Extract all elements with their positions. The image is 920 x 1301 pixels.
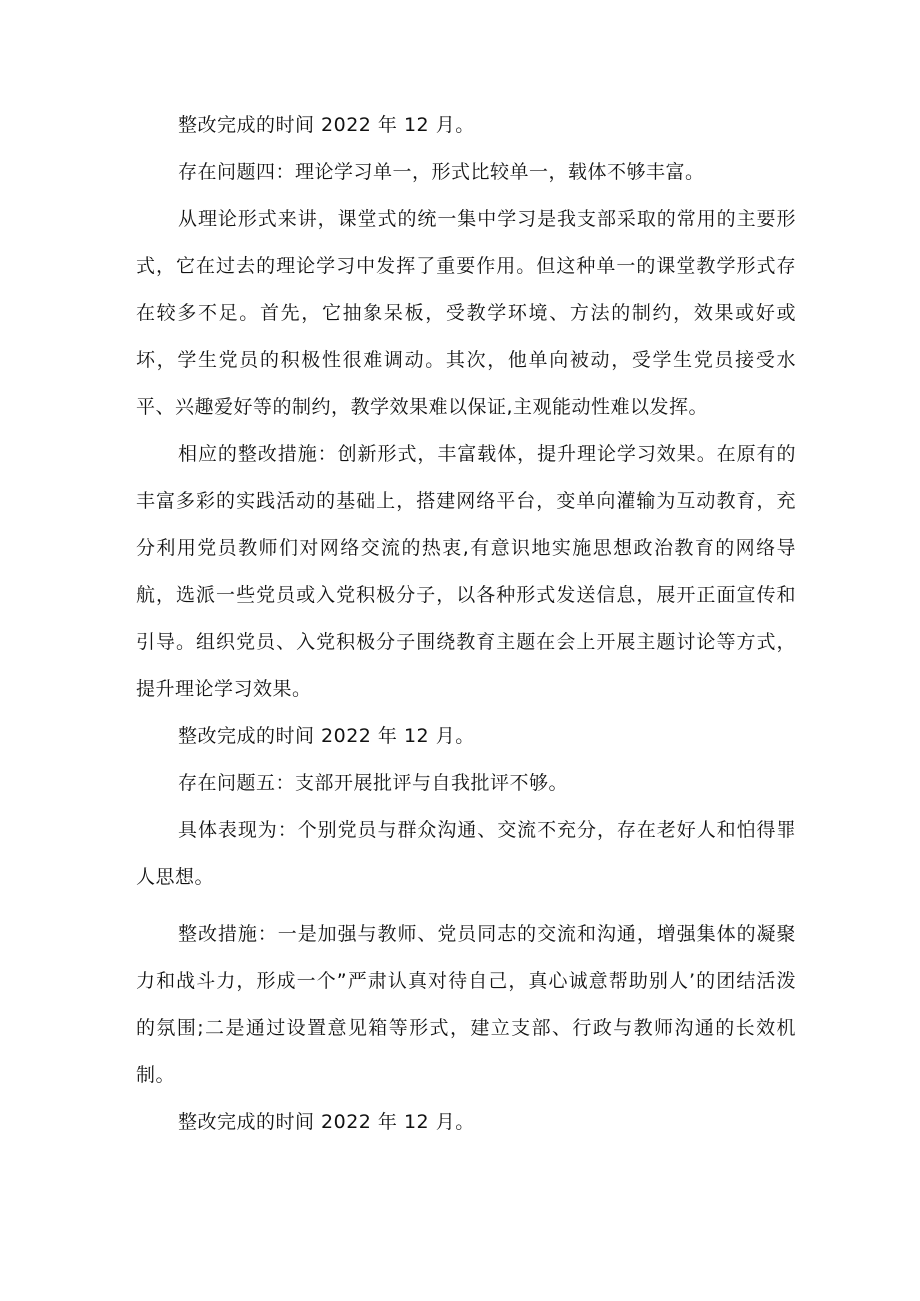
completion-time-paragraph: 整改完成的时间 2022 年 12 月。 (178, 114, 475, 136)
completion-time-paragraph: 整改完成的时间 2022 年 12 月。 (178, 1111, 475, 1133)
completion-time-paragraph: 整改完成的时间 2022 年 12 月。 (178, 725, 475, 747)
document-body (136, 102, 796, 1146)
problem-four-heading: 存在问题四：理论学习单一，形式比较单一，载体不够丰富。 (178, 161, 705, 183)
problem-five-measures: 整改措施：一是加强与教师、党员同志的交流和沟通，增强集体的凝聚力和战斗力，形成一个”严肃认真对待自己，真心诚意帮助别人’的团结活泼的氛围;二是通过设置意见箱等形式，建立支部、行政与教师沟通的长效机制。 (136, 923, 796, 1086)
problem-five-manifestation: 具体表现为：个别党员与群众沟通、交流不充分，存在老好人和怕得罪人思想。 (136, 819, 796, 888)
problem-four-measures: 相应的整改措施：创新形式，丰富载体，提升理论学习效果。在原有的丰富多彩的实践活动的基础上，搭建网络平台，变单向灌输为互动教育，充分利用党员教师们对网络交流的热衷,有意识地实施思想政治教育的网络导航，选派一些党员或入党积极分子，以各种形式发送信息，展开正面宣传和引导。组织党员、入党积极分子围绕教育主题在会上开展主题讨论等方式，提升理论学习效果。 (136, 443, 796, 700)
problem-five-heading: 存在问题五：支部开展批评与自我批评不够。 (178, 772, 569, 794)
problem-four-description: 从理论形式来讲，课堂式的统一集中学习是我支部采取的常用的主要形式，它在过去的理论学习中发挥了重要作用。但这种单一的课堂教学形式存在较多不足。首先，它抽象呆板，受教学环境、方法的制约，效果或好或坏，学生党员的积极性很难调动。其次，他单向被动，受学生党员接受水平、兴趣爱好等的制约，教学效果难以保证,主观能动性难以发挥。 (136, 208, 796, 418)
